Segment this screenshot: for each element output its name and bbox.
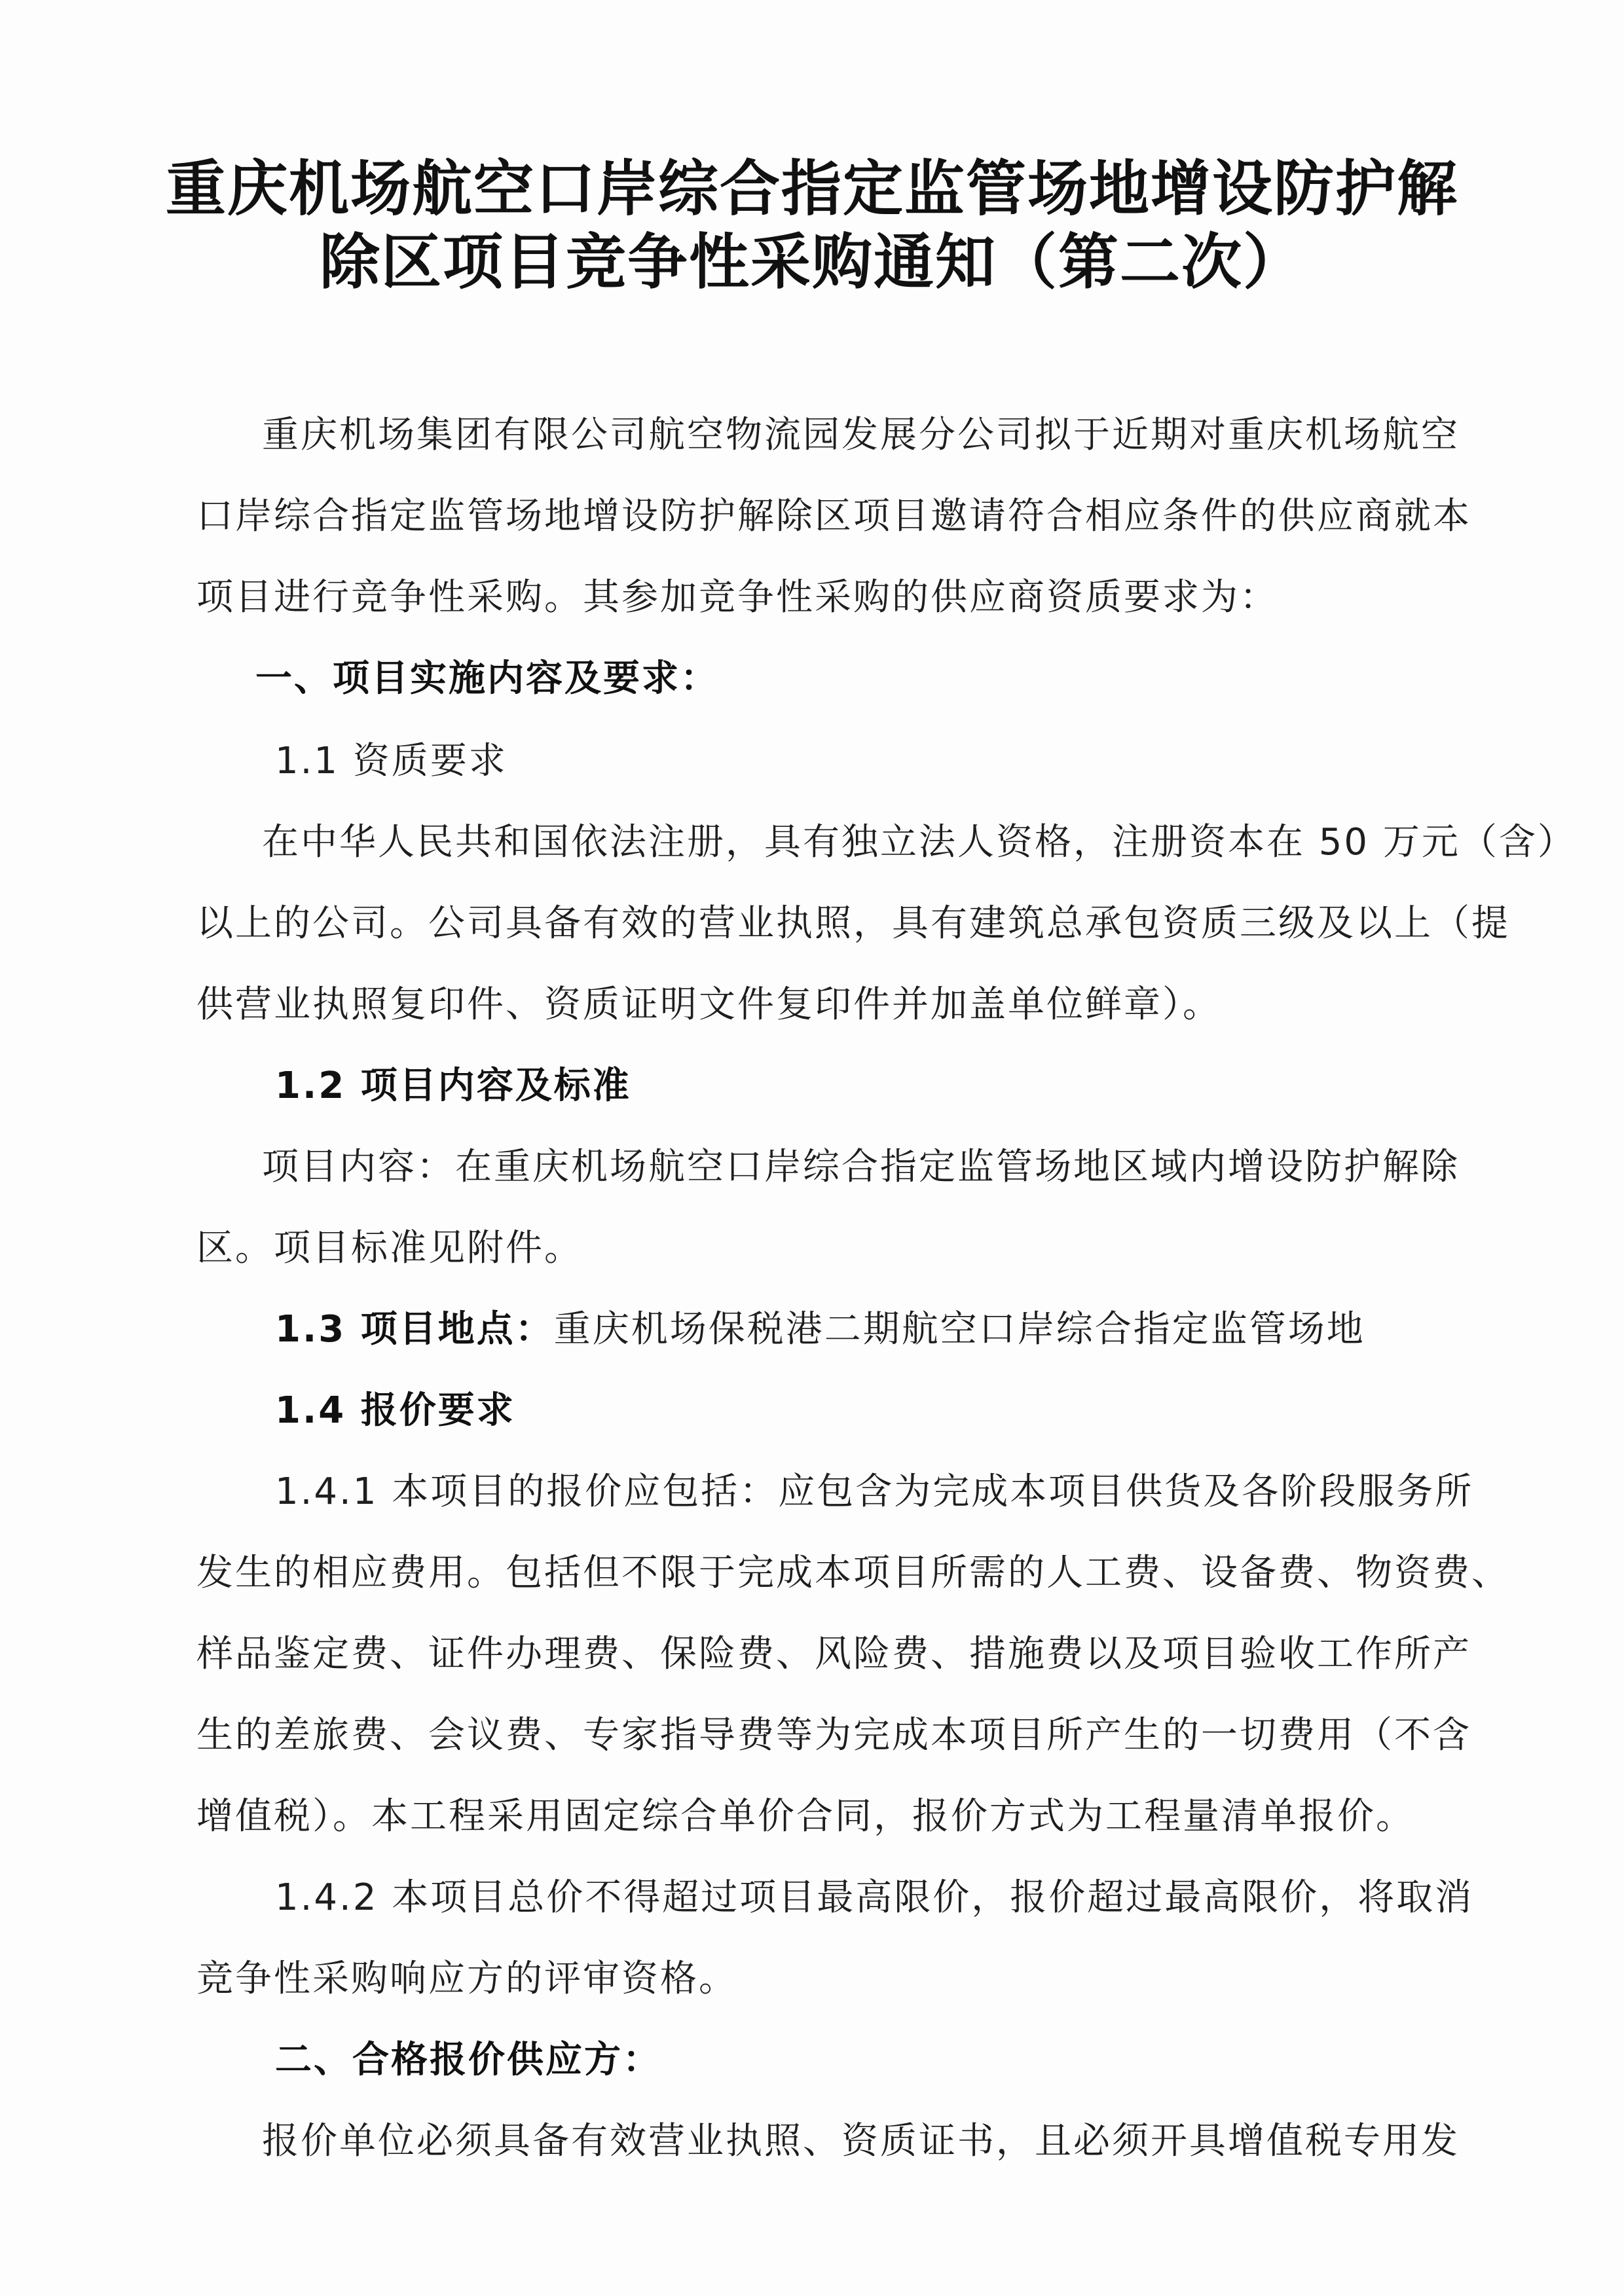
section-1-2-line-1: 项目内容：在重庆机场航空口岸综合指定监管场地区域内增设防护解除: [262, 1146, 1460, 1188]
section-1-1-heading: 1.1 资质要求: [275, 740, 507, 782]
section-1-4-1-line-2: 发生的相应费用。包括但不限于完成本项目所需的人工费、设备费、物资费、: [196, 1552, 1510, 1594]
section-1-2-heading: 1.2 项目内容及标准: [275, 1065, 631, 1107]
section-1-4-1-line-1: 1.4.1 本项目的报价应包括：应包含为完成本项目供货及各阶段服务所: [275, 1470, 1474, 1513]
section-1-1-line-3: 供营业执照复印件、资质证明文件复印件并加盖单位鲜章）。: [196, 983, 1221, 1026]
section-1-3-value: 重庆机场保税港二期航空口岸综合指定监管场地: [553, 1308, 1365, 1351]
section-1-4-2-line-2: 竞争性采购响应方的评审资格。: [196, 1958, 737, 2000]
section-2-line-1: 报价单位必须具备有效营业执照、资质证书，且必须开具增值税专用发: [262, 2120, 1460, 2162]
document-title-line-2: 除区项目竞争性采购通知（第二次）: [319, 227, 1304, 297]
section-1-4-heading: 1.4 报价要求: [275, 1389, 515, 1432]
section-1-1-line-2: 以上的公司。公司具备有效的营业执照，具有建筑总承包资质三级及以上（提: [196, 902, 1510, 945]
section-1-4-2-line-1: 1.4.2 本项目总价不得超过项目最高限价，报价超过最高限价，将取消: [275, 1876, 1474, 1919]
section-1-2-line-2: 区。项目标准见附件。: [196, 1227, 583, 1269]
section-1-4-1-line-3: 样品鉴定费、证件办理费、保险费、风险费、措施费以及项目验收工作所产: [196, 1633, 1471, 1675]
section-1-heading: 一、项目实施内容及要求：: [255, 657, 719, 700]
section-1-1-line-1: 在中华人民共和国依法注册，具有独立法人资格，注册资本在 50 万元（含）: [262, 821, 1576, 864]
section-1-3: [275, 1307, 1365, 1353]
section-1-4-1-line-4: 生的差旅费、会议费、专家指导费等为完成本项目所产生的一切费用（不含: [196, 1714, 1471, 1757]
section-2-heading: 二、合格报价供应方：: [275, 2039, 661, 2081]
intro-line-2: 口岸综合指定监管场地增设防护解除区项目邀请符合相应条件的供应商就本: [196, 495, 1471, 538]
document-title-line-1: 重庆机场航空口岸综合指定监管场地增设防护解: [165, 153, 1458, 224]
section-1-3-label: 1.3 项目地点：: [275, 1308, 554, 1351]
intro-line-1: 重庆机场集团有限公司航空物流园发展分公司拟于近期对重庆机场航空: [262, 414, 1460, 456]
section-1-4-1-line-5: 增值税）。本工程采用固定综合单价合同，报价方式为工程量清单报价。: [196, 1795, 1414, 1838]
intro-line-3: 项目进行竞争性采购。其参加竞争性采购的供应商资质要求为：: [196, 576, 1278, 619]
